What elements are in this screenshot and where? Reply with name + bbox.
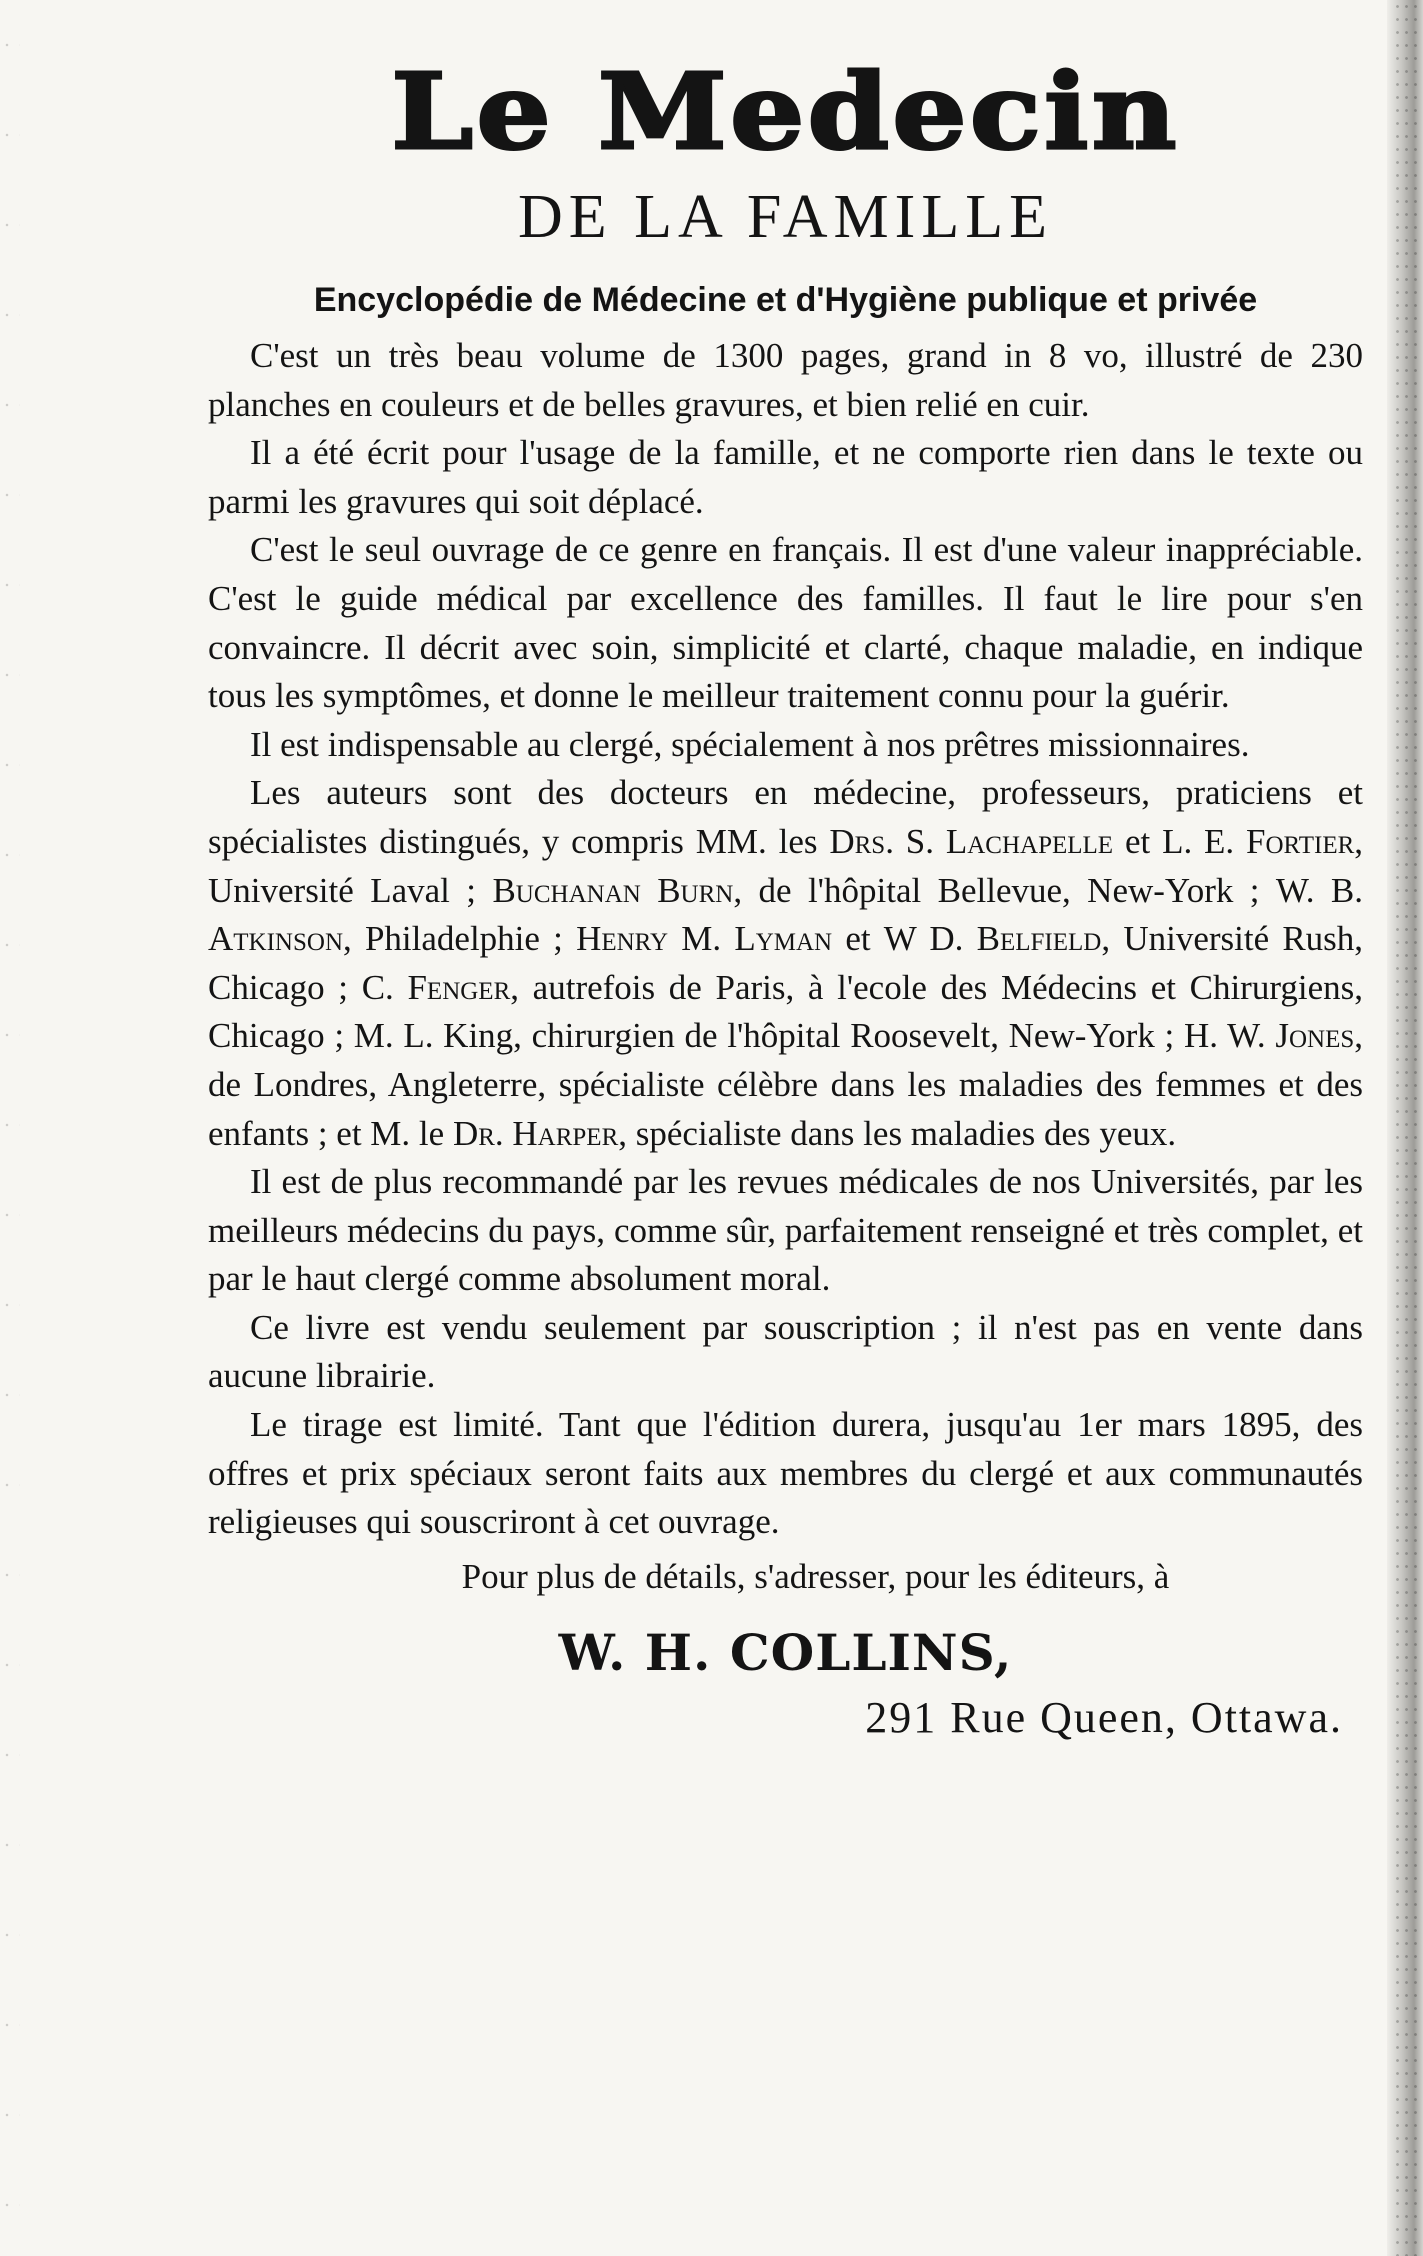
author-jones-affiliation: , de Londres, Angleterre, spécialiste célèbre dans les maladies des femmes et des enfants ; et M. le <box>208 1016 1363 1153</box>
author-atkinson: W. B. Atkinson <box>208 870 1364 959</box>
paragraph-limited-edition: Le tirage est limité. Tant que l'édition durera, jusqu'au 1er mars 1895, des offres et prix spéciaux seront faits aux membres du clergé et aux communautés religieuses qui souscriront à cet ouvrage. <box>208 1405 1363 1542</box>
author-fenger-affiliation: , autrefois de Paris, à l'ecole des Médecins et Chirurgiens, Chicago ; M. L. King, chirurgien de l'hôpital Roosevelt, New-York ; <box>208 967 1363 1056</box>
contact-line: Pour plus de détails, s'adresser, pour les éditeurs, à <box>461 1556 1170 1596</box>
body-text <box>208 332 1363 1547</box>
publisher-address: 291 Rue Queen, Ottawa. <box>865 1692 1343 1742</box>
paragraph-clergy: Il est indispensable au clergé, spécialement à nos prêtres missionnaires. <box>250 724 1250 764</box>
page-edge-texture <box>1393 0 1423 2256</box>
author-fortier-affiliation: , Université Laval ; <box>208 821 1364 910</box>
author-jones: H. W. Jones <box>1183 1016 1355 1056</box>
paragraph-subscription: Ce livre est vendu seulement par souscription ; il n'est pas en vente dans aucune librairie. <box>208 1307 1363 1396</box>
author-harper: Dr. Harper <box>452 1113 619 1153</box>
author-burn-affiliation: , de l'hôpital Bellevue, New-York ; <box>733 870 1260 910</box>
paragraph-value: C'est le seul ouvrage de ce genre en français. Il est d'une valeur inappréciable. C'est le guide médical par excellence des familles. Il faut le lire pour s'en convaincre. Il décrit avec soin, simplicité et clarté, chaque maladie, en indique tous les symptômes, et donne le meilleur traitement connu pour la guérir. <box>208 530 1363 716</box>
advertisement-page <box>208 50 1364 1743</box>
author-conjunction: et <box>1124 821 1151 861</box>
author-conjunction: et <box>845 919 871 959</box>
author-belfield-affiliation: , Université Rush, Chicago ; <box>208 919 1364 1007</box>
author-harper-affiliation: , spécialiste dans les maladies des yeux. <box>618 1113 1177 1153</box>
page-title: Le Medecin <box>391 50 1180 173</box>
author-burn: Buchanan Burn <box>492 870 734 910</box>
paragraph-volume: C'est un très beau volume de 1300 pages, grand in 8 vo, illustré de 230 planches en couleurs et de belles gravures, et bien relié en cuir. <box>208 336 1363 424</box>
author-fenger: C. Fenger <box>361 967 511 1007</box>
paragraph-authors <box>208 769 1363 1158</box>
paragraph-recommendation: Il est de plus recommandé par les revues médicales de nos Universités, par les meilleurs médecins du pays, comme sûr, parfaitement renseigné et très complet, et par le haut clergé comme absolument moral. <box>208 1162 1363 1299</box>
encyclopedia-subtitle: Encyclopédie de Médecine et d'Hygiène publique et privée <box>313 281 1258 319</box>
author-lachapelle: Drs. S. Lachapelle <box>829 821 1114 861</box>
author-lyman: Henry M. Lyman <box>576 919 833 959</box>
paragraph-purpose: Il a été écrit pour l'usage de la famille, et ne comporte rien dans le texte ou parmi les gravures qui soit déplacé. <box>208 433 1363 521</box>
authors-intro: Les auteurs sont des docteurs en médecine, professeurs, praticiens et spécialistes distingués, y compris MM. les <box>208 773 1363 861</box>
publisher-name: W. H. COLLINS, <box>558 1622 1013 1682</box>
author-belfield: W D. Belfield <box>883 919 1102 959</box>
author-fortier: L. E. Fortier <box>1162 821 1355 861</box>
author-atkinson-affiliation: , Philadelphie ; <box>343 919 563 959</box>
page-subtitle: DE LA FAMILLE <box>518 183 1053 251</box>
left-margin-marks <box>0 0 20 2256</box>
